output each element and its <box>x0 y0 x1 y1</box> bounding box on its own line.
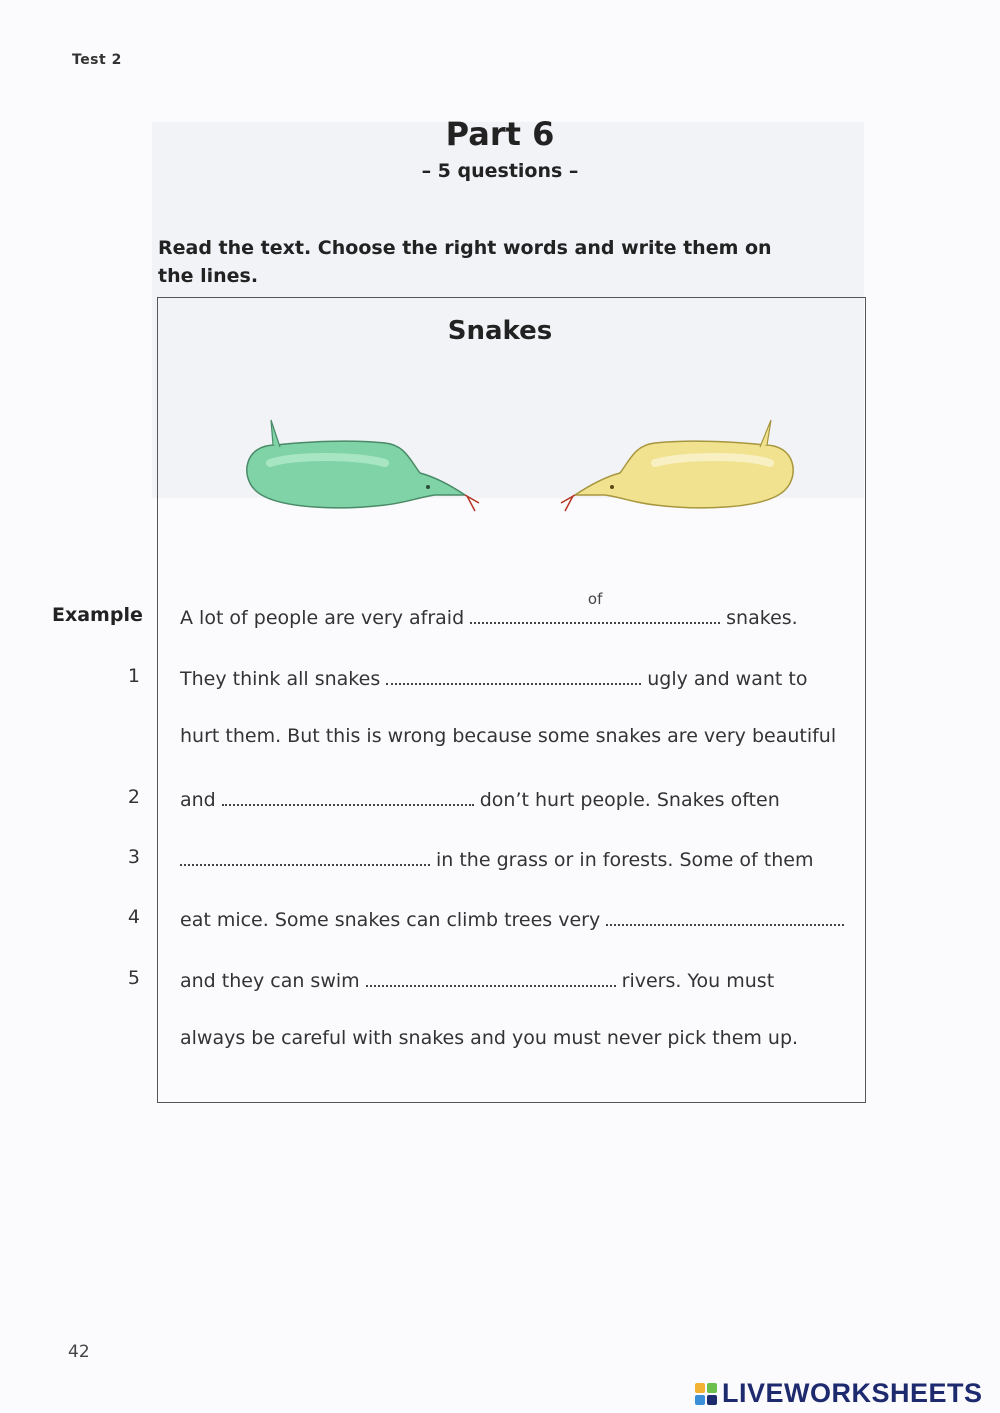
page-number: 42 <box>68 1342 90 1362</box>
passage-line: always be careful with snakes and you must never pick them up. <box>180 1027 799 1049</box>
part-title: Part 6 <box>445 115 555 153</box>
test-label: Test 2 <box>72 52 122 68</box>
answer-blank-5[interactable] <box>366 967 616 987</box>
yellow-snake-icon <box>561 420 793 511</box>
example-text-before: A lot of people are very afraid <box>180 607 465 629</box>
answer-blank-4[interactable] <box>606 906 844 926</box>
line-1-text-before: They think all snakes <box>180 668 381 690</box>
question-line-2 <box>180 786 780 811</box>
line-5-text-after: rivers. You must <box>621 970 775 992</box>
question-line-1 <box>180 665 807 690</box>
line-4-text-before: eat mice. Some snakes can climb trees very <box>180 909 601 931</box>
liveworksheets-logo-icon <box>694 1382 718 1406</box>
part-subtitle: – 5 questions – <box>421 160 579 182</box>
question-number-1: 1 <box>127 665 140 687</box>
example-label: Example <box>52 604 143 626</box>
green-snake-icon <box>247 420 479 511</box>
question-number-3: 3 <box>127 846 140 868</box>
example-answer: of <box>587 590 603 608</box>
question-line-3 <box>180 846 813 871</box>
answer-blank-1[interactable] <box>386 665 641 685</box>
question-line-5 <box>180 967 774 992</box>
example-line <box>180 590 798 629</box>
passage-title: Snakes <box>447 316 553 346</box>
instructions: Read the text. Choose the right words and write them on the lines. <box>158 237 772 287</box>
line-5-text-before: and they can swim <box>180 970 360 992</box>
example-text-after: snakes. <box>726 607 798 629</box>
line-1-text-after: ugly and want to <box>647 668 808 690</box>
snakes-illustration <box>235 415 805 525</box>
question-number-5: 5 <box>127 967 140 989</box>
line-3-text-after: in the grass or in forests. Some of them <box>436 849 814 871</box>
passage-line: hurt them. But this is wrong because some snakes are very beautiful <box>180 725 837 747</box>
line-2-text-before: and <box>180 789 216 811</box>
answer-blank-2[interactable] <box>222 786 474 806</box>
brand-name: LIVEWORKSHEETS <box>722 1378 983 1408</box>
question-line-4 <box>180 906 844 931</box>
line-2-text-after: don’t hurt people. Snakes often <box>479 789 780 811</box>
answer-blank-3[interactable] <box>180 846 430 866</box>
question-number-4: 4 <box>127 906 140 928</box>
liveworksheets-brand[interactable] <box>694 1378 983 1409</box>
example-blank <box>470 590 720 624</box>
question-number-2: 2 <box>127 786 140 808</box>
